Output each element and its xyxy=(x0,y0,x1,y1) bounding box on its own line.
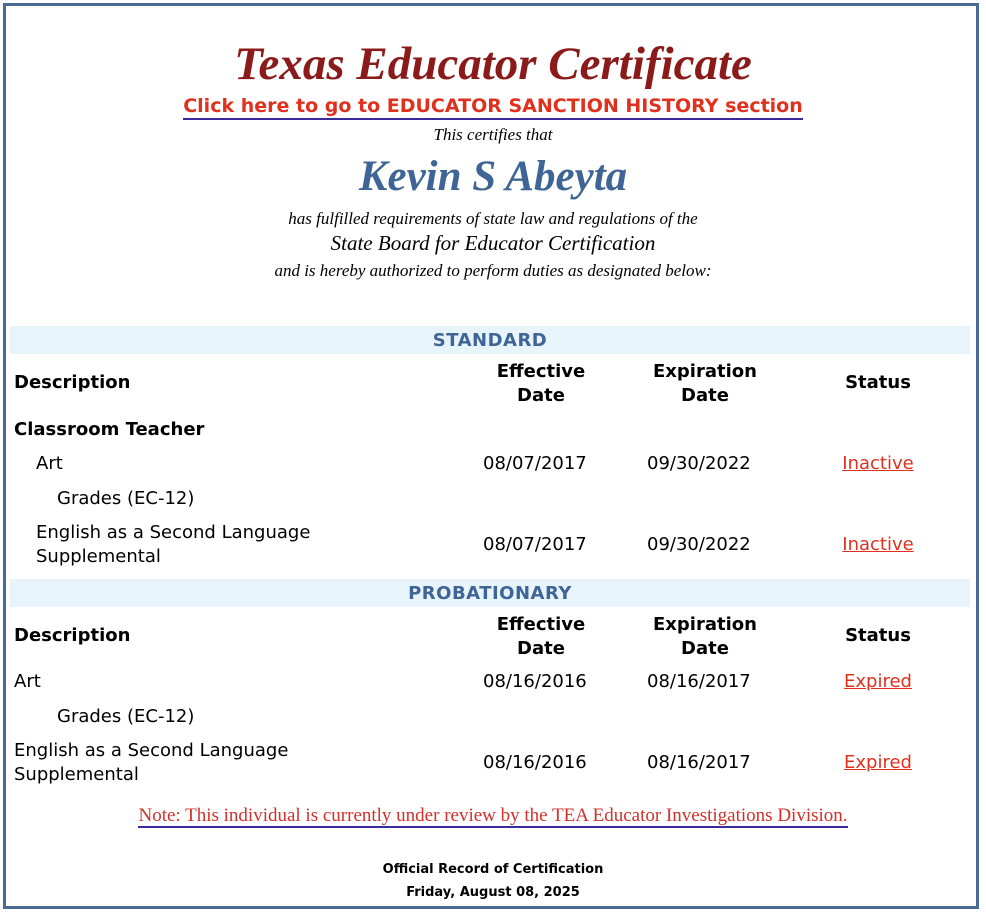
sanction-history-link[interactable]: Click here to go to EDUCATOR SANCTION HISTORY section xyxy=(183,95,803,120)
header-description: Description xyxy=(14,372,131,393)
probationary-row-1-grades: Grades (EC-12) xyxy=(57,706,195,727)
board-name: State Board for Educator Certification xyxy=(330,231,656,255)
standard-row-2-status-cell xyxy=(838,534,918,555)
probationary-row-2-description-line2: Supplemental xyxy=(14,764,139,785)
sanction-history-link-row xyxy=(0,95,986,117)
certificate-title: Texas Educator Certificate xyxy=(234,38,752,90)
footer-date: Friday, August 08, 2025 xyxy=(406,885,580,900)
probationary-row-2-expiration: 08/16/2017 xyxy=(647,752,751,773)
header-expiration-date: Expiration Date xyxy=(653,361,757,406)
group-title: Classroom Teacher xyxy=(14,419,205,440)
probationary-section-band: PROBATIONARY xyxy=(10,579,970,607)
probationary-row-2-status-link[interactable]: Expired xyxy=(844,752,912,773)
standard-row-2-status-link[interactable]: Inactive xyxy=(842,534,914,555)
standard-row-1-status-cell xyxy=(838,453,918,474)
standard-row-2-description-line2: Supplemental xyxy=(36,546,161,567)
standard-row-2-expiration: 09/30/2022 xyxy=(647,534,751,555)
educator-name: Kevin S Abeyta xyxy=(358,153,628,200)
probationary-row-1-expiration: 08/16/2017 xyxy=(647,671,751,692)
fulfilled-text: has fulfilled requirements of state law and regulations of the xyxy=(288,209,698,228)
standard-row-2-description-line1: English as a Second Language xyxy=(36,522,311,543)
probationary-row-1-status-link[interactable]: Expired xyxy=(844,671,912,692)
header-effective-date: Effective Date xyxy=(496,361,586,406)
header-status: Status xyxy=(845,372,911,393)
probationary-row-2-description-line1: English as a Second Language xyxy=(14,740,289,761)
standard-row-2-effective: 08/07/2017 xyxy=(483,534,587,555)
probationary-row-1-effective: 08/16/2016 xyxy=(483,671,587,692)
investigation-note-link[interactable]: Note: This individual is currently under review by the TEA Educator Investigations Division. xyxy=(138,805,848,826)
header-description: Description xyxy=(14,625,131,646)
header-status: Status xyxy=(845,625,911,646)
authorized-text: and is hereby authorized to perform duties as designated below: xyxy=(274,261,712,280)
standard-row-1-description: Art xyxy=(36,453,63,474)
certifies-text: This certifies that xyxy=(433,125,553,144)
probationary-row-1-description: Art xyxy=(14,671,41,692)
probationary-row-2-status-cell xyxy=(838,752,918,773)
probationary-row-2-effective: 08/16/2016 xyxy=(483,752,587,773)
standard-row-1-effective: 08/07/2017 xyxy=(483,453,587,474)
standard-row-1-status-link[interactable]: Inactive xyxy=(842,453,914,474)
header-effective-date: Effective Date xyxy=(496,614,586,659)
standard-row-1-grades: Grades (EC-12) xyxy=(57,488,195,509)
header-expiration-date: Expiration Date xyxy=(653,614,757,659)
standard-row-1-expiration: 09/30/2022 xyxy=(647,453,751,474)
footer-official-record: Official Record of Certification xyxy=(382,862,604,877)
standard-section-band: STANDARD xyxy=(10,326,970,354)
investigation-note-row xyxy=(0,805,986,827)
probationary-row-1-status-cell xyxy=(838,671,918,692)
